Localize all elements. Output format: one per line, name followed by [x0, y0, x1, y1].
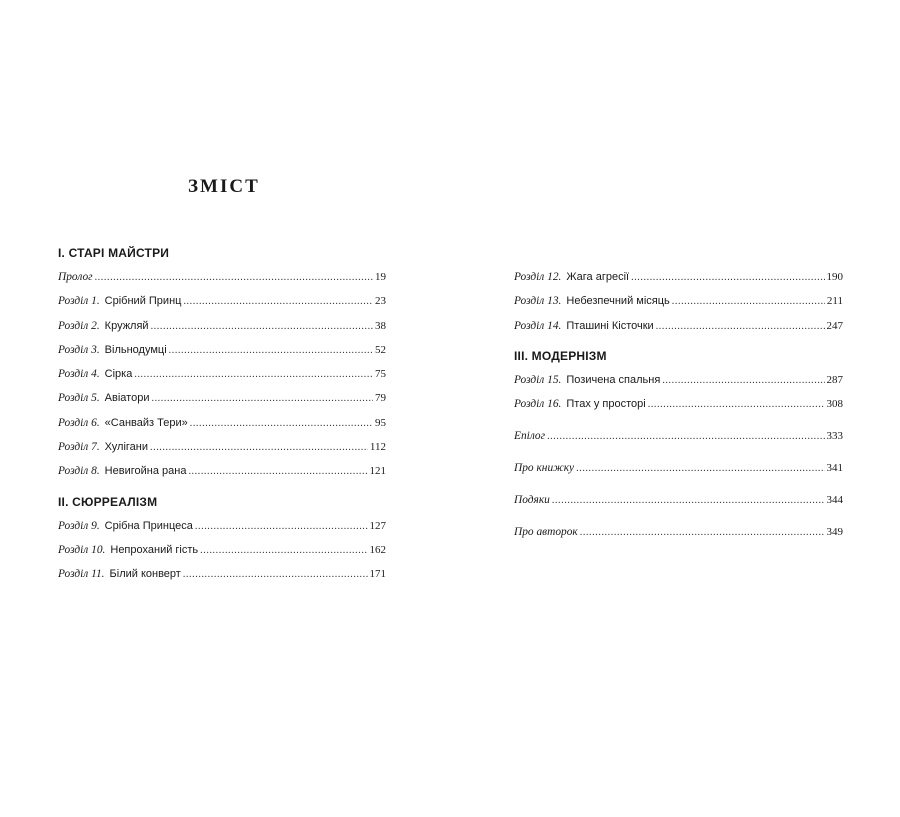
chapter-title: Пташині Кісточки: [566, 319, 654, 332]
chapter-title: Сірка: [104, 368, 133, 381]
chapter-number: Розділ 12.: [514, 271, 562, 283]
chapter-number: Розділ 13.: [514, 295, 562, 308]
section-heading-old-masters: I. СТАРІ МАЙСТРИ: [58, 246, 170, 260]
page-number: 75: [375, 368, 386, 381]
toc-entry-chapter-8[interactable]: [58, 461, 386, 485]
dot-leader: [200, 541, 367, 561]
chapter-number: Розділ 3.: [58, 343, 100, 356]
chapter-title: Непроханий гість: [110, 543, 199, 556]
chapter-number: Розділ 5.: [58, 392, 100, 405]
page-number: 112: [369, 441, 386, 454]
dot-leader: [151, 317, 373, 337]
toc-entry-chapter-12[interactable]: [514, 267, 843, 291]
chapter-number: Розділ 8.: [58, 465, 100, 478]
dot-leader: [552, 491, 825, 511]
toc-entry-acknowledgements[interactable]: [514, 490, 843, 522]
dot-leader: [183, 292, 373, 312]
entry-label: Про авторок: [514, 526, 578, 539]
chapter-title: Невигойна рана: [104, 465, 187, 478]
page-title: ЗМІСТ: [188, 176, 260, 197]
page-number: 52: [375, 343, 386, 356]
toc-left-column: [58, 243, 386, 589]
entry-label: Подяки: [514, 494, 550, 507]
section-heading-modernism: III. МОДЕРНІЗМ: [514, 348, 607, 363]
dot-leader: [169, 341, 373, 361]
page-number: 247: [826, 319, 843, 332]
chapter-title: Кружляй: [104, 319, 149, 332]
toc-entry-chapter-7[interactable]: [58, 437, 386, 461]
chapter-number: Розділ 6.: [58, 416, 100, 429]
dot-leader: [656, 317, 825, 337]
chapter-number: Розділ 11.: [58, 568, 105, 581]
chapter-title: «Санвайз Тери»: [104, 416, 188, 429]
chapter-number: Розділ 1.: [58, 295, 100, 308]
section-heading-surrealism: II. СЮРРЕАЛІЗМ: [58, 494, 158, 509]
toc-entry-chapter-14[interactable]: [514, 316, 843, 340]
page-number: 287: [826, 373, 843, 386]
dot-leader: [576, 459, 824, 479]
dot-leader: [662, 371, 824, 391]
page-number: 171: [369, 568, 386, 581]
toc-entry-chapter-4[interactable]: [58, 364, 386, 388]
toc-entry-about-book[interactable]: [514, 458, 843, 490]
toc-entry-prologue[interactable]: [58, 267, 386, 291]
toc-entry-chapter-5[interactable]: [58, 388, 386, 412]
chapter-title: Білий конверт: [109, 568, 181, 581]
chapter-title: Срібний Принц: [104, 295, 182, 308]
page-number: 19: [375, 271, 386, 283]
chapter-title: Срібна Принцеса: [104, 519, 193, 532]
chapter-title: Вільнодумці: [104, 343, 167, 356]
chapter-title: Небезпечний місяць: [566, 295, 670, 308]
dot-leader: [195, 517, 368, 537]
page-number: 23: [375, 295, 386, 308]
chapter-title: Птах у просторі: [566, 398, 646, 411]
chapter-number: Розділ 10.: [58, 543, 106, 556]
page-number: 127: [369, 519, 386, 532]
toc-entry-about-authors[interactable]: [514, 522, 843, 554]
dot-leader: [134, 365, 373, 385]
page-number: 211: [826, 295, 843, 308]
page-number: 349: [826, 526, 843, 539]
toc-entry-chapter-6[interactable]: [58, 413, 386, 437]
toc-right-column: [514, 267, 843, 554]
dot-leader: [547, 427, 824, 447]
chapter-number: Розділ 14.: [514, 319, 562, 332]
page-number: 79: [375, 392, 386, 405]
toc-entry-chapter-9[interactable]: [58, 516, 386, 540]
toc-entry-chapter-15[interactable]: [514, 370, 843, 394]
dot-leader: [190, 414, 373, 434]
chapter-title: Хулігани: [104, 441, 148, 454]
dot-leader: [188, 462, 367, 482]
dot-leader: [648, 395, 825, 415]
page-number: 162: [369, 543, 386, 556]
page-number: 344: [826, 494, 843, 507]
dot-leader: [151, 389, 373, 409]
toc-entry-chapter-16[interactable]: [514, 394, 843, 418]
dot-leader: [150, 438, 368, 458]
page-number: 308: [826, 398, 843, 411]
toc-entry-chapter-3[interactable]: [58, 340, 386, 364]
chapter-title: Авіатори: [104, 392, 150, 405]
toc-entry-chapter-10[interactable]: [58, 540, 386, 564]
toc-entry-epilogue[interactable]: [514, 426, 843, 458]
page-number: 333: [826, 430, 843, 443]
page-number: 190: [826, 271, 843, 283]
chapter-title: Жага агресії: [566, 271, 630, 283]
chapter-number: Розділ 15.: [514, 373, 562, 386]
spacer: [514, 418, 843, 426]
entry-label: Пролог: [58, 271, 93, 283]
chapter-number: Розділ 4.: [58, 368, 100, 381]
page-number: 341: [826, 462, 843, 475]
chapter-number: Розділ 16.: [514, 398, 562, 411]
toc-entry-chapter-11[interactable]: [58, 564, 386, 588]
page-number: 121: [369, 465, 386, 478]
toc-entry-chapter-13[interactable]: [514, 291, 843, 315]
toc-entry-chapter-1[interactable]: [58, 291, 386, 315]
page-number: 95: [375, 416, 386, 429]
chapter-title: Позичена спальня: [566, 373, 661, 386]
dot-leader: [672, 292, 825, 312]
dot-leader: [95, 268, 373, 288]
dot-leader: [631, 268, 824, 288]
entry-label: Про книжку: [514, 462, 575, 475]
chapter-number: Розділ 9.: [58, 519, 100, 532]
dot-leader: [183, 565, 368, 585]
entry-label: Епілог: [514, 430, 546, 443]
chapter-number: Розділ 7.: [58, 441, 100, 454]
chapter-number: Розділ 2.: [58, 319, 100, 332]
page-number: 38: [375, 319, 386, 332]
toc-entry-chapter-2[interactable]: [58, 316, 386, 340]
dot-leader: [580, 523, 825, 543]
